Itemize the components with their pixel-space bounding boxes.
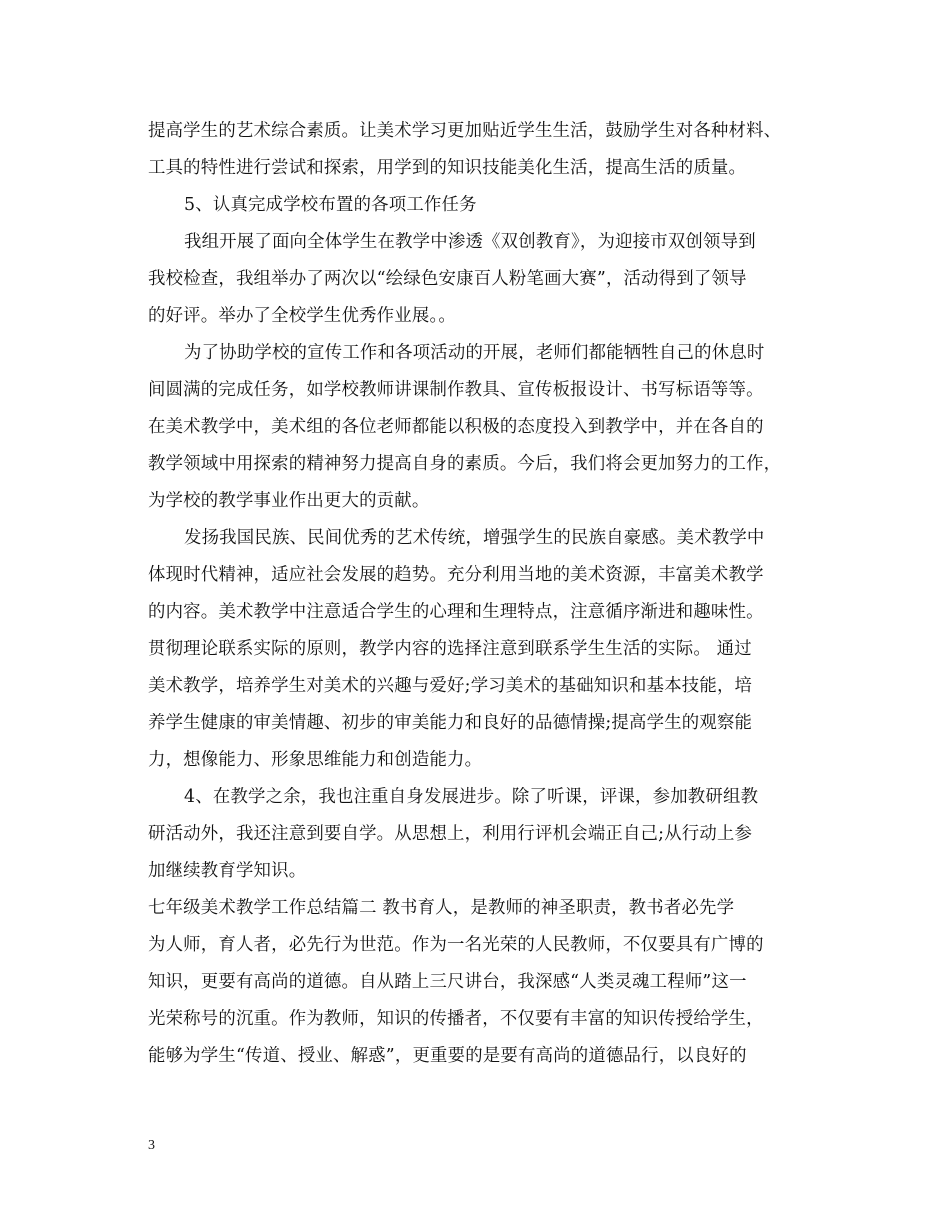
text-line: 力，想像能力、形象思维能力和创造能力。 — [148, 750, 483, 770]
text-line: 在美术教学中，美术组的各位老师都能以积极的态度投入到教学中，并在各自的 — [148, 417, 764, 437]
text-line: 工具的特性进行尝试和探索，用学到的知识技能美化生活，提高生活的质量。 — [148, 158, 747, 178]
text-line: 发扬我国民族、民间优秀的艺术传统，增强学生的民族自豪感。美术教学中 — [184, 528, 765, 548]
page-number: 3 — [148, 1138, 155, 1153]
text-line: 为人师，育人者，必先行为世范。作为一名光荣的人民教师，不仅要具有广博的 — [148, 935, 764, 955]
text-line: 的好评。举办了全校学生优秀作业展。。 — [148, 306, 456, 326]
text-line: 贯彻理论联系实际的原则，教学内容的选择注意到联系学生生活的实际。 通过 — [148, 639, 752, 659]
text-line: 间圆满的完成任务，如学校教师讲课制作教具、宣传板报设计、书写标语等等。 — [148, 380, 764, 400]
text-line: 加继续教育学知识。 — [148, 861, 307, 881]
text-line: 提高学生的艺术综合素质。让美术学习更加贴近学生生活，鼓励学生对各种材料、 — [148, 121, 782, 141]
text-line: 我组开展了面向全体学生在教学中渗透《双创教育》，为迎接市双创领导到 — [184, 232, 756, 252]
text-line: 为学校的教学事业作出更大的贡献。 — [148, 491, 430, 511]
text-line: 研活动外，我还注意到要自学。从思想上，利用行评机会端正自己;从行动上参 — [148, 824, 753, 844]
text-line: 光荣称号的沉重。作为教师，知识的传播者，不仅要有丰富的知识传授给学生， — [148, 1009, 764, 1029]
text-line: 能够为学生“传道、授业、解惑”，更重要的是要有高尚的道德品行，以良好的 — [148, 1046, 747, 1066]
text-line: 的内容。美术教学中注意适合学生的心理和生理特点，注意循序渐进和趣味性。 — [148, 602, 764, 622]
text-line: 体现时代精神，适应社会发展的趋势。充分利用当地的美术资源，丰富美术教学 — [148, 565, 764, 585]
text-line: 为了协助学校的宣传工作和各项活动的开展，老师们都能牺牲自己的休息时 — [184, 343, 765, 363]
text-line: 美术教学，培养学生对美术的兴趣与爱好;学习美术的基础知识和基本技能，培 — [148, 676, 753, 696]
text-line: 知识，更要有高尚的道德。自从踏上三尺讲台，我深感“人类灵魂工程师”这一 — [148, 972, 747, 992]
text-line: 养学生健康的审美情趣、初步的审美能力和良好的品德情操;提高学生的观察能 — [148, 713, 753, 733]
text-line: 七年级美术教学工作总结篇二 教书育人，是教师的神圣职责，教书者必先学 — [148, 898, 735, 918]
text-line: 教学领域中用探索的精神努力提高自身的素质。今后，我们将会更加努力的工作， — [148, 454, 782, 474]
text-line: 5、认真完成学校布置的各项工作任务 — [184, 195, 477, 215]
text-line: 我校检查，我组举办了两次以“绘绿色安康百人粉笔画大赛”，活动得到了领导 — [148, 269, 747, 289]
text-line: 4、在教学之余，我也注重自身发展进步。除了听课，评课，参加教研组教 — [184, 787, 759, 807]
